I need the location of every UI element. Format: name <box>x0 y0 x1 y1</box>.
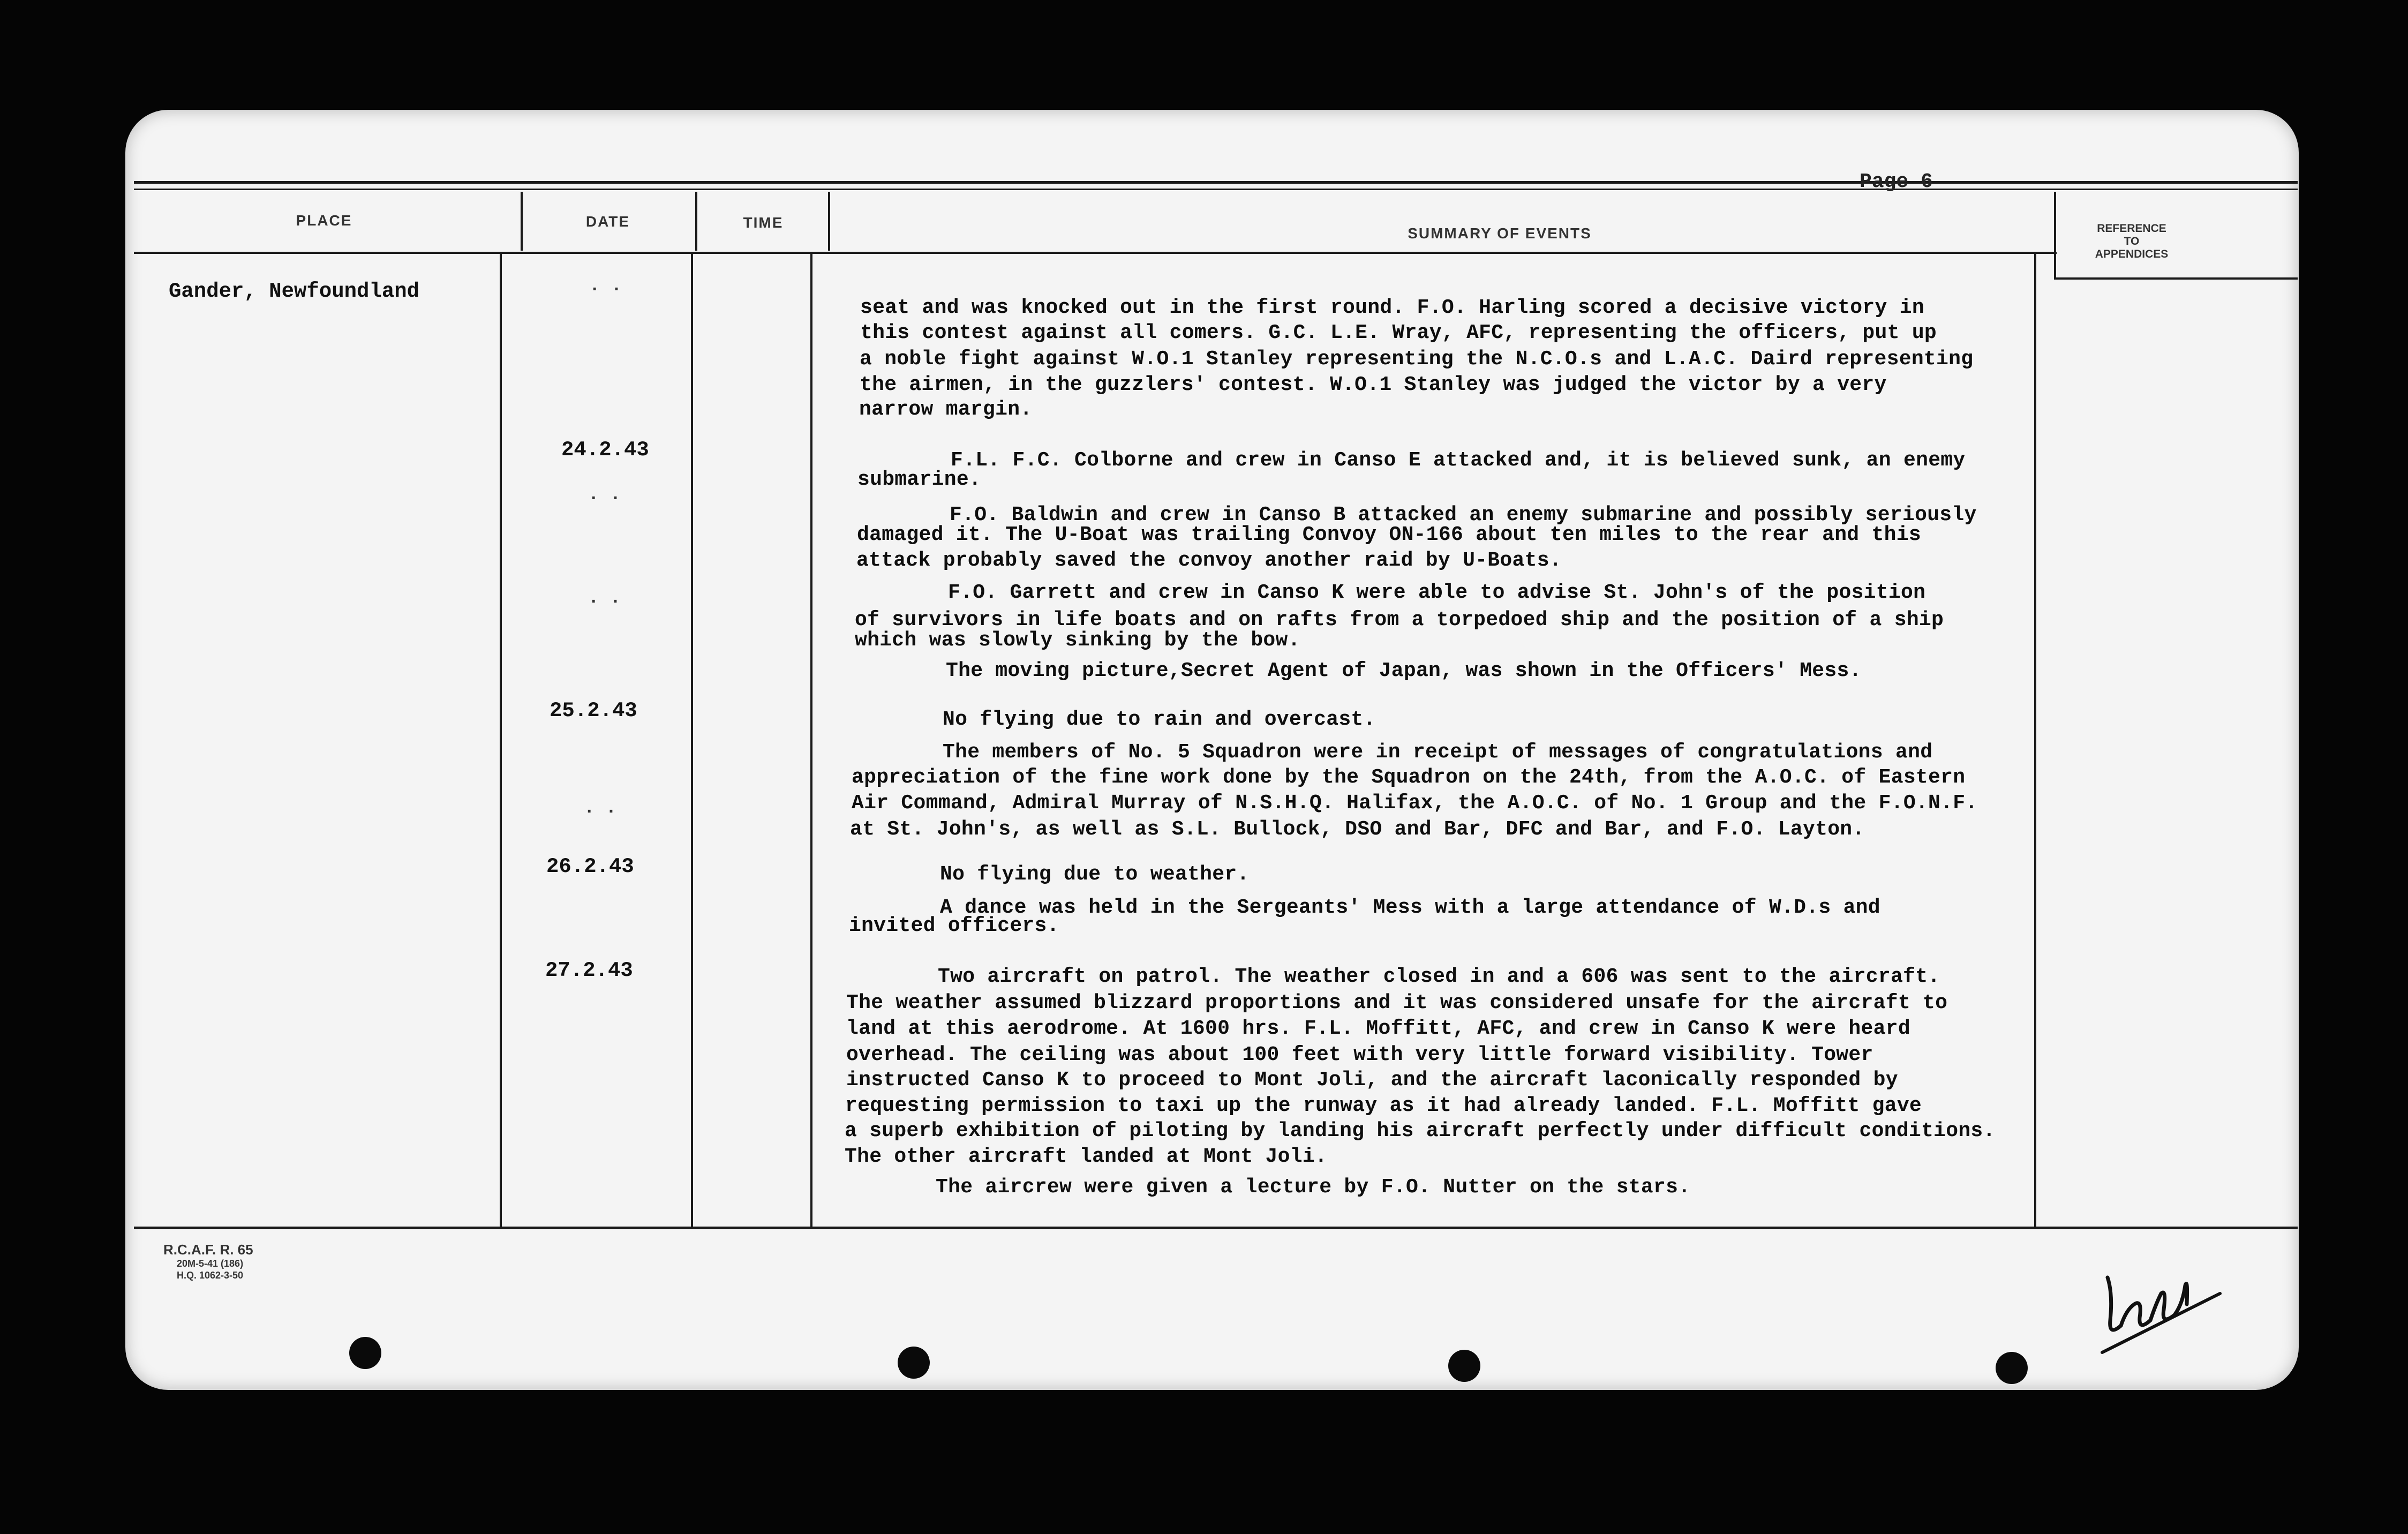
summary-line: instructed Canso K to proceed to Mont Joli, and the aircraft laconically responded by <box>846 1069 1898 1092</box>
summary-line: at St. John's, as well as S.L. Bullock, DSO and Bar, DFC and Bar, and F.O. Layton. <box>850 818 1865 841</box>
column-divider-date-time <box>695 192 697 251</box>
date-entry: 27.2.43 <box>545 959 633 982</box>
summary-line: The weather assumed blizzard proportions and it was considered unsafe for the aircraft to <box>846 991 1948 1014</box>
summary-line: attack probably saved the convoy another raid by U-Boats. <box>856 549 1562 572</box>
header-time: TIME <box>743 214 784 231</box>
summary-line: narrow margin. <box>859 398 1033 421</box>
header-summary: SUMMARY OF EVENTS <box>1408 225 1592 242</box>
summary-line: The aircrew were given a lecture by F.O. Nutter on the stars. <box>936 1176 1691 1199</box>
ditto-mark: . . <box>588 588 621 608</box>
column-divider-time-summary <box>828 192 830 251</box>
binder-hole <box>349 1337 381 1369</box>
summary-line: a noble fight against W.O.1 Stanley representing the N.C.O.s and L.A.C. Daird representing <box>860 348 1974 371</box>
summary-line: The other aircraft landed at Mont Joli. <box>845 1145 1328 1168</box>
column-divider-time-summary-body <box>810 254 812 1227</box>
summary-line: the airmen, in the guzzlers' contest. W.O.1 Stanley was judged the victor by a very <box>860 373 1887 396</box>
binder-hole <box>898 1347 930 1379</box>
header-date: DATE <box>585 213 630 230</box>
summary-line: of survivors in life boats and on rafts from a torpedoed ship and the position of a ship <box>855 608 1944 631</box>
summary-line: a superb exhibition of piloting by landing his aircraft perfectly under difficult conditions. <box>845 1119 1996 1142</box>
summary-line: appreciation of the fine work done by the Squadron on the 24th, from the A.O.C. of Eastern <box>852 766 1966 789</box>
ditto-mark: . . <box>584 798 617 818</box>
place-entry: Gander, Newfoundland <box>169 280 420 303</box>
form-identifier: R.C.A.F. R. 65 20M-5-41 (186) H.Q. 1062-3-50 <box>163 1242 253 1281</box>
summary-line: this contest against all comers. G.C. L.E. Wray, AFC, representing the officers, put up <box>860 321 1937 344</box>
header-bottom-rule <box>134 252 2057 254</box>
header-place: PLACE <box>296 212 352 229</box>
date-entry: 25.2.43 <box>550 699 637 723</box>
summary-line: The moving picture,Secret Agent of Japan, was shown in the Officers' Mess. <box>946 659 1862 682</box>
summary-line: land at this aerodrome. At 1600 hrs. F.L. Moffitt, AFC, and crew in Canso K were heard <box>846 1017 1910 1040</box>
binder-hole <box>1448 1350 1480 1382</box>
column-divider-place-date <box>521 192 523 251</box>
ditto-mark: . . <box>588 485 621 505</box>
summary-line: seat and was knocked out in the first round. F.O. Harling scored a decisive victory in <box>860 296 1924 319</box>
summary-line: Air Command, Admiral Murray of N.S.H.Q. Halifax, the A.O.C. of No. 1 Group and the F.O.N.F. <box>852 792 1978 815</box>
column-divider-date-time-body <box>691 254 693 1227</box>
summary-line: No flying due to weather. <box>940 863 1250 886</box>
summary-line: which was slowly sinking by the bow. <box>855 629 1300 652</box>
summary-line: invited officers. <box>849 914 1059 937</box>
summary-line: The members of No. 5 Squadron were in receipt of messages of congratulations and <box>943 741 1933 764</box>
summary-line: damaged it. The U-Boat was trailing Convoy ON-166 about ten miles to the rear and this <box>857 523 1921 546</box>
summary-line: A dance was held in the Sergeants' Mess with a large attendance of W.D.s and <box>940 896 1880 919</box>
header-bottom-rule-ref <box>2054 277 2298 280</box>
header-top-rule-2 <box>134 189 2298 190</box>
footer-rule <box>134 1227 2298 1229</box>
column-divider-place-date-body <box>500 254 502 1227</box>
date-entry: 26.2.43 <box>546 855 634 878</box>
summary-line: Two aircraft on patrol. The weather closed in and a 606 was sent to the aircraft. <box>938 965 1940 988</box>
header-top-rule <box>134 181 2298 184</box>
handwritten-initials <box>2091 1245 2231 1368</box>
header-reference: REFERENCE TO APPENDICES <box>2095 222 2169 260</box>
date-entry: 24.2.43 <box>561 438 649 462</box>
binder-hole <box>1996 1352 2028 1384</box>
summary-line: F.O. Baldwin and crew in Canso B attacked an enemy submarine and possibly seriously <box>950 503 1977 527</box>
summary-line: requesting permission to taxi up the runway as it had already landed. F.L. Moffitt gave <box>845 1094 1922 1117</box>
summary-line: F.O. Garrett and crew in Canso K were able to advise St. John's of the position <box>948 581 1926 604</box>
summary-line: No flying due to rain and overcast. <box>943 708 1376 731</box>
ditto-mark: . . <box>589 276 622 296</box>
summary-line: F.L. F.C. Colborne and crew in Canso E attacked and, it is believed sunk, an enemy <box>951 449 1966 472</box>
column-divider-summary-ref-body <box>2034 254 2036 1227</box>
summary-line: overhead. The ceiling was about 100 feet with very little forward visibility. Tower <box>846 1043 1873 1066</box>
summary-line: submarine. <box>857 468 982 491</box>
page-number: Page 6 <box>1860 170 1933 193</box>
